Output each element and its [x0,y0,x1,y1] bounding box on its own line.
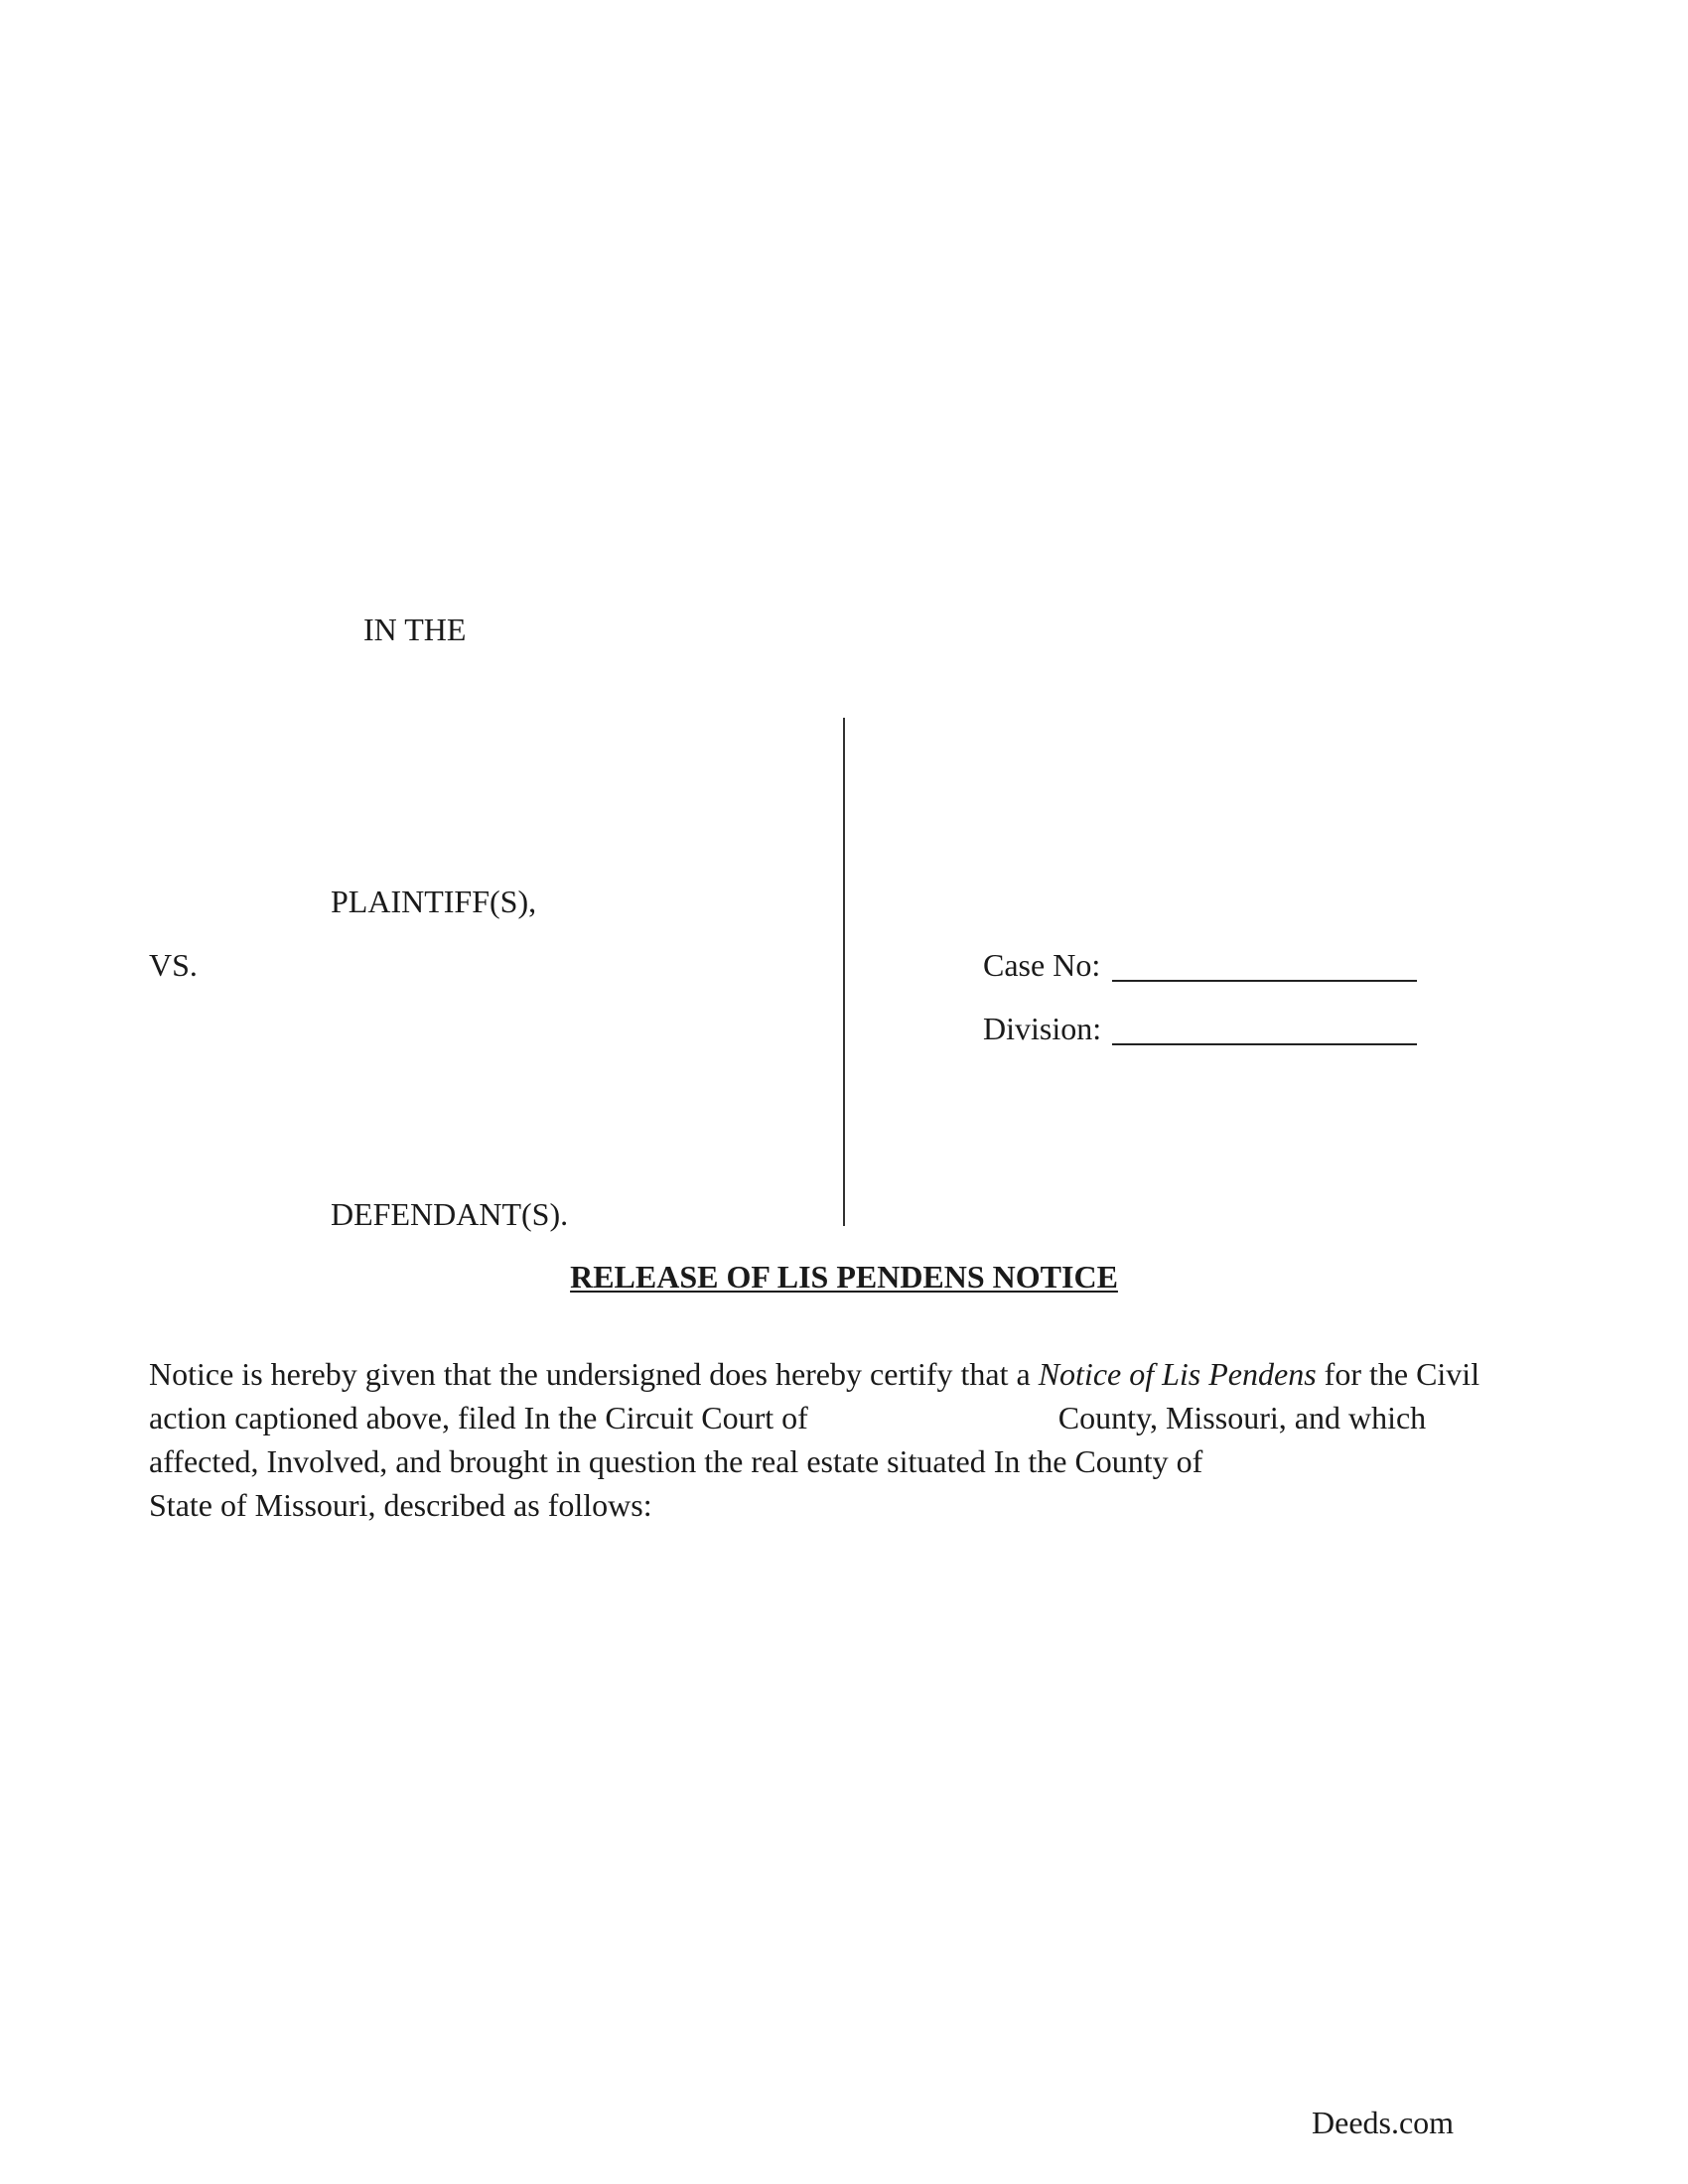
plaintiff-label: PLAINTIFF(S), [331,884,537,919]
court-heading: IN THE [363,612,467,647]
document-title [0,1261,1688,1293]
division-field[interactable] [983,1013,1112,1044]
footer-brand: Deeds.com [1312,2105,1455,2140]
body-line-4: State of Missouri, described as follows: [149,1487,652,1523]
body-line-2 [149,1402,1426,1433]
body-line-2-end: County, Missouri, and which [1057,1400,1427,1435]
document-title-text: RELEASE OF LIS PENDENS NOTICE [570,1259,1118,1295]
body-line-1 [149,1358,1479,1390]
caption-divider [843,718,845,1226]
versus-label: VS. [149,947,198,983]
division-label: Division: [983,1011,1102,1046]
defendant-label: DEFENDANT(S). [331,1196,569,1232]
body-line-1-end: for the Civil [1316,1356,1480,1392]
case-number-blank-line[interactable] [1112,980,1417,982]
case-number-field[interactable] [983,949,1112,981]
body-line-1-start: Notice is hereby given that the undersigned does hereby certify that a [149,1356,1039,1392]
body-line-1-italic: Notice of Lis Pendens [1038,1356,1317,1392]
body-line-3: affected, Involved, and brought in question the real estate situated In the County of [149,1443,1203,1479]
body-line-2-start: action captioned above, filed In the Circuit Court of [149,1400,808,1435]
division-blank-line[interactable] [1112,1043,1417,1045]
case-number-label: Case No: [983,947,1101,983]
